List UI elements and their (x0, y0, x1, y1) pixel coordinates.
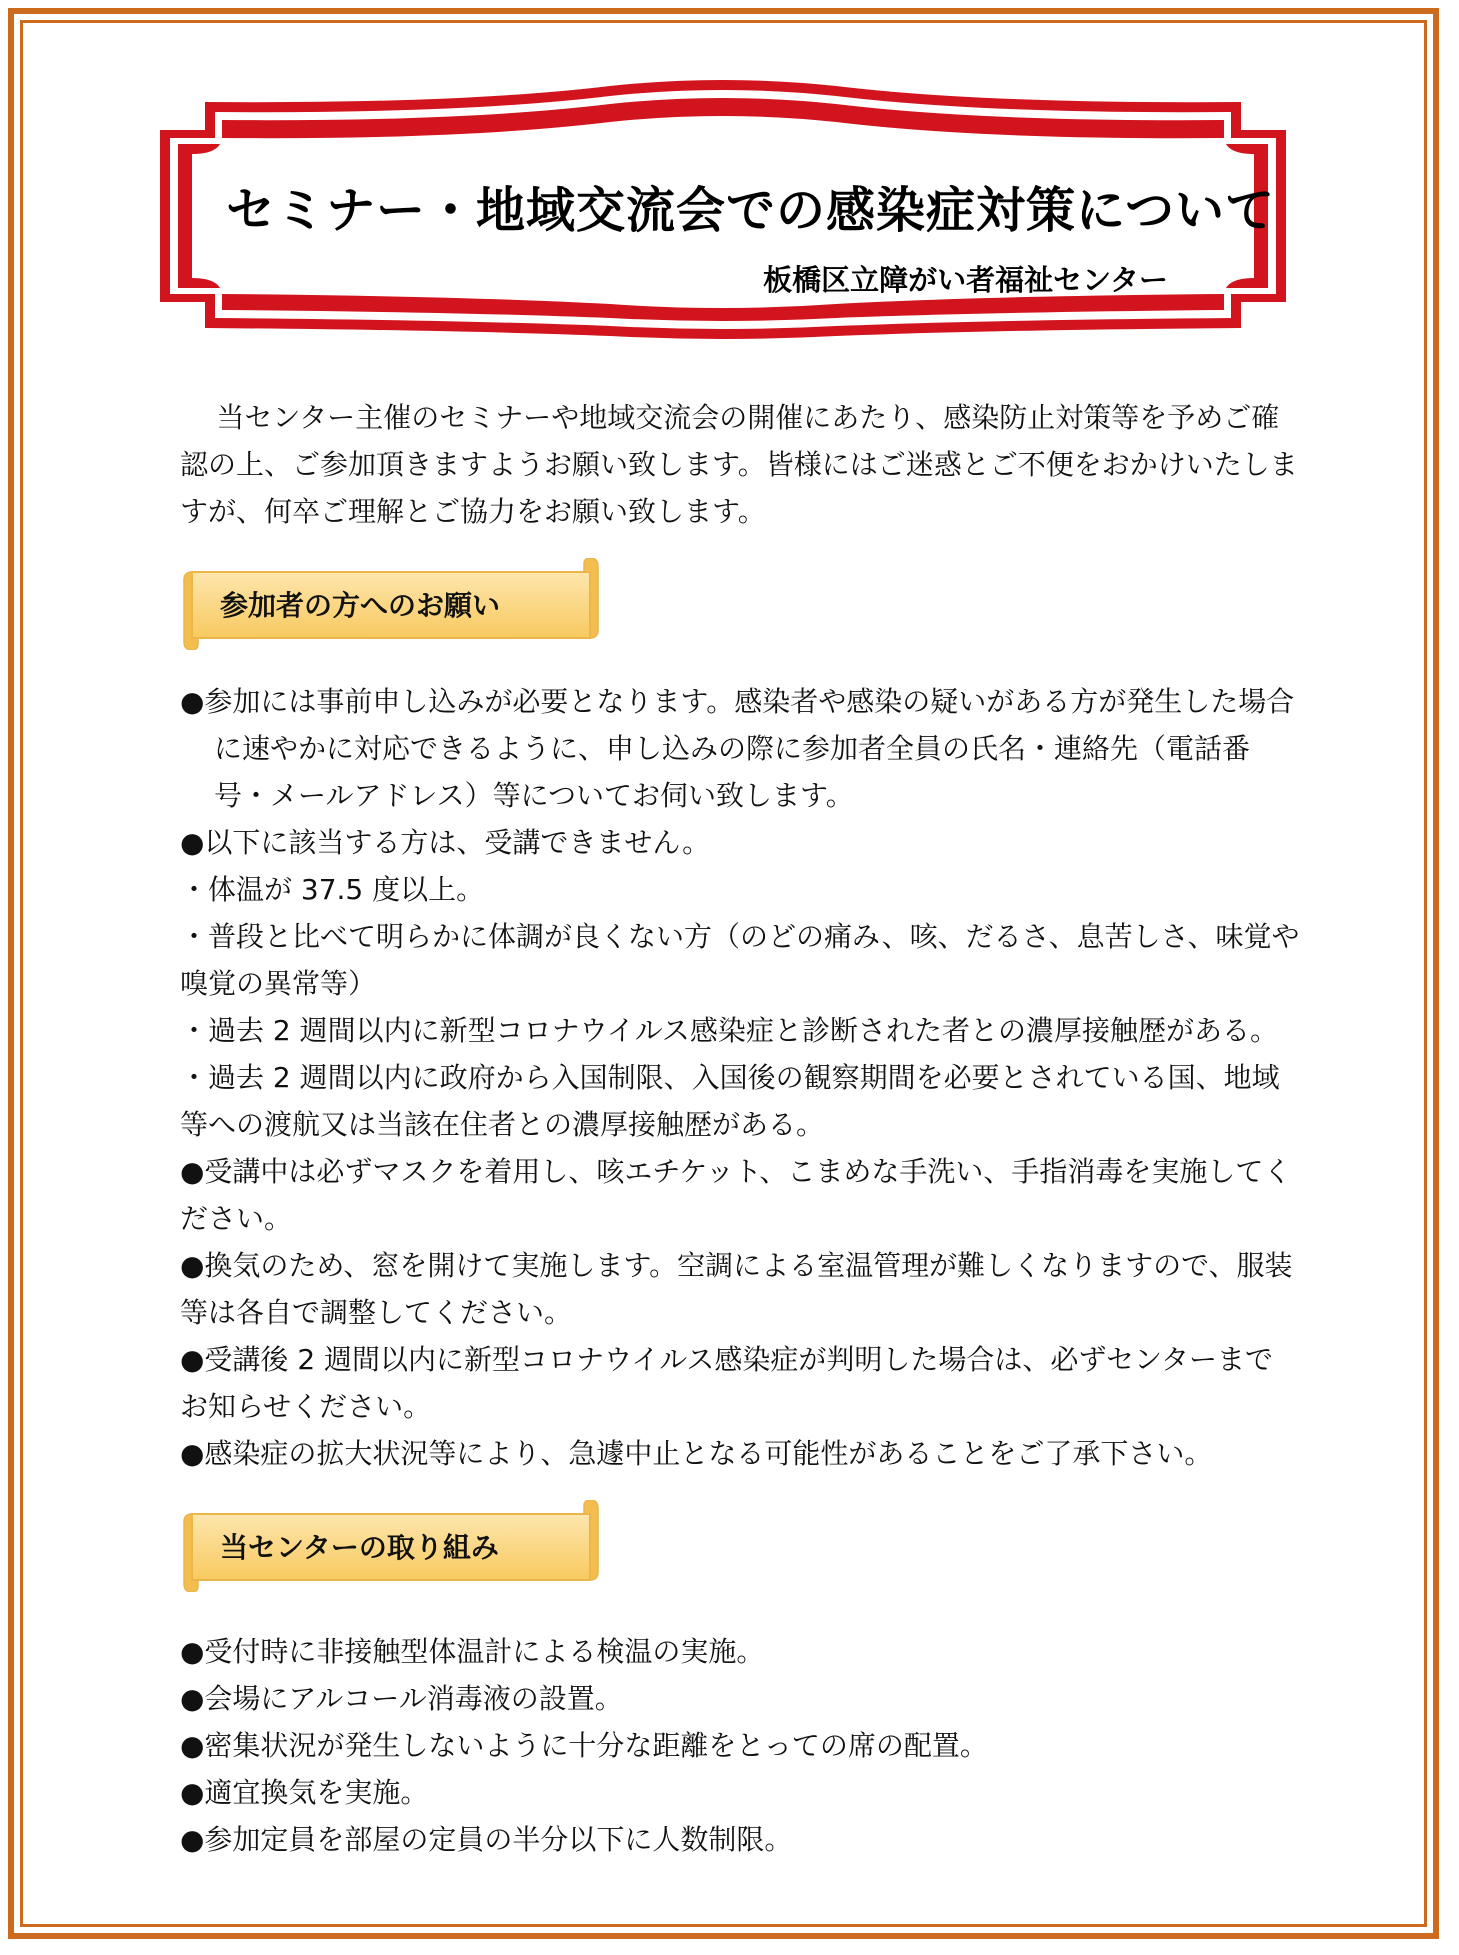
list-item: ●換気のため、窓を開けて実施します。空調による室温管理が難しくなりますので、服装等は各自で調整してください。 (180, 1249, 1293, 1329)
banner-subtitle: 板橋区立障がい者福祉センター (763, 263, 1168, 297)
list-item: ・過去 2 週間以内に新型コロナウイルス感染症と診断された者との濃厚接触歴がある。 (180, 1014, 1278, 1047)
list-item: ●感染症の拡大状況等により、急遽中止となる可能性があることをご了承下さい。 (180, 1437, 1213, 1470)
section-heading-text: 当センターの取り組み (220, 1531, 499, 1564)
participant-requests-list (180, 678, 1300, 1477)
section-heading-text: 参加者の方へのお願い (220, 589, 501, 622)
list-item: ●受講後 2 週間以内に新型コロナウイルス感染症が判明した場合は、必ずセンターまでお知らせください。 (180, 1343, 1273, 1423)
banner-title: セミナー・地域交流会での感染症対策について (226, 182, 1276, 239)
list-item: ●以下に該当する方は、受講できません。 (180, 826, 711, 859)
list-item: ●参加には事前申し込みが必要となります。感染者や感染の疑いがある方が発生した場合に速やかに対応できるように、申し込みの際に参加者全員の氏名・連絡先（電話番号・メールアドレス）等についてお伺い致します。 (180, 685, 1295, 812)
list-item: ・過去 2 週間以内に政府から入国制限、入国後の観察期間を必要とされている国、地域等への渡航又は当該在住者との濃厚接触歴がある。 (180, 1061, 1280, 1141)
list-item: ●密集状況が発生しないように十分な距離をとっての席の配置。 (180, 1729, 988, 1762)
section-heading-center-efforts (182, 1500, 602, 1592)
list-item: ●参加定員を部屋の定員の半分以下に人数制限。 (180, 1823, 793, 1856)
list-item: ・体温が 37.5 度以上。 (180, 873, 485, 906)
list-item: ●受講中は必ずマスクを着用し、咳エチケット、こまめな手洗い、手指消毒を実施してください。 (180, 1155, 1292, 1235)
center-efforts-list (180, 1628, 1300, 1863)
list-item: ・普段と比べて明らかに体調が良くない方（のどの痛み、咳、だるさ、息苦しさ、味覚や嗅覚の異常等） (180, 920, 1300, 1000)
list-item: ●受付時に非接触型体温計による検温の実施。 (180, 1635, 765, 1668)
intro-paragraph: 当センター主催のセミナーや地域交流会の開催にあたり、感染防止対策等を予めご確認の上、ご参加頂きますようお願い致します。皆様にはご迷惑とご不便をおかけいたしますが、何卒ご理解とご協力をお願い致します。 (180, 401, 1298, 528)
list-item: ●会場にアルコール消毒液の設置。 (180, 1682, 623, 1715)
list-item: ●適宜換気を実施。 (180, 1776, 429, 1809)
section-heading-participants (182, 558, 602, 650)
